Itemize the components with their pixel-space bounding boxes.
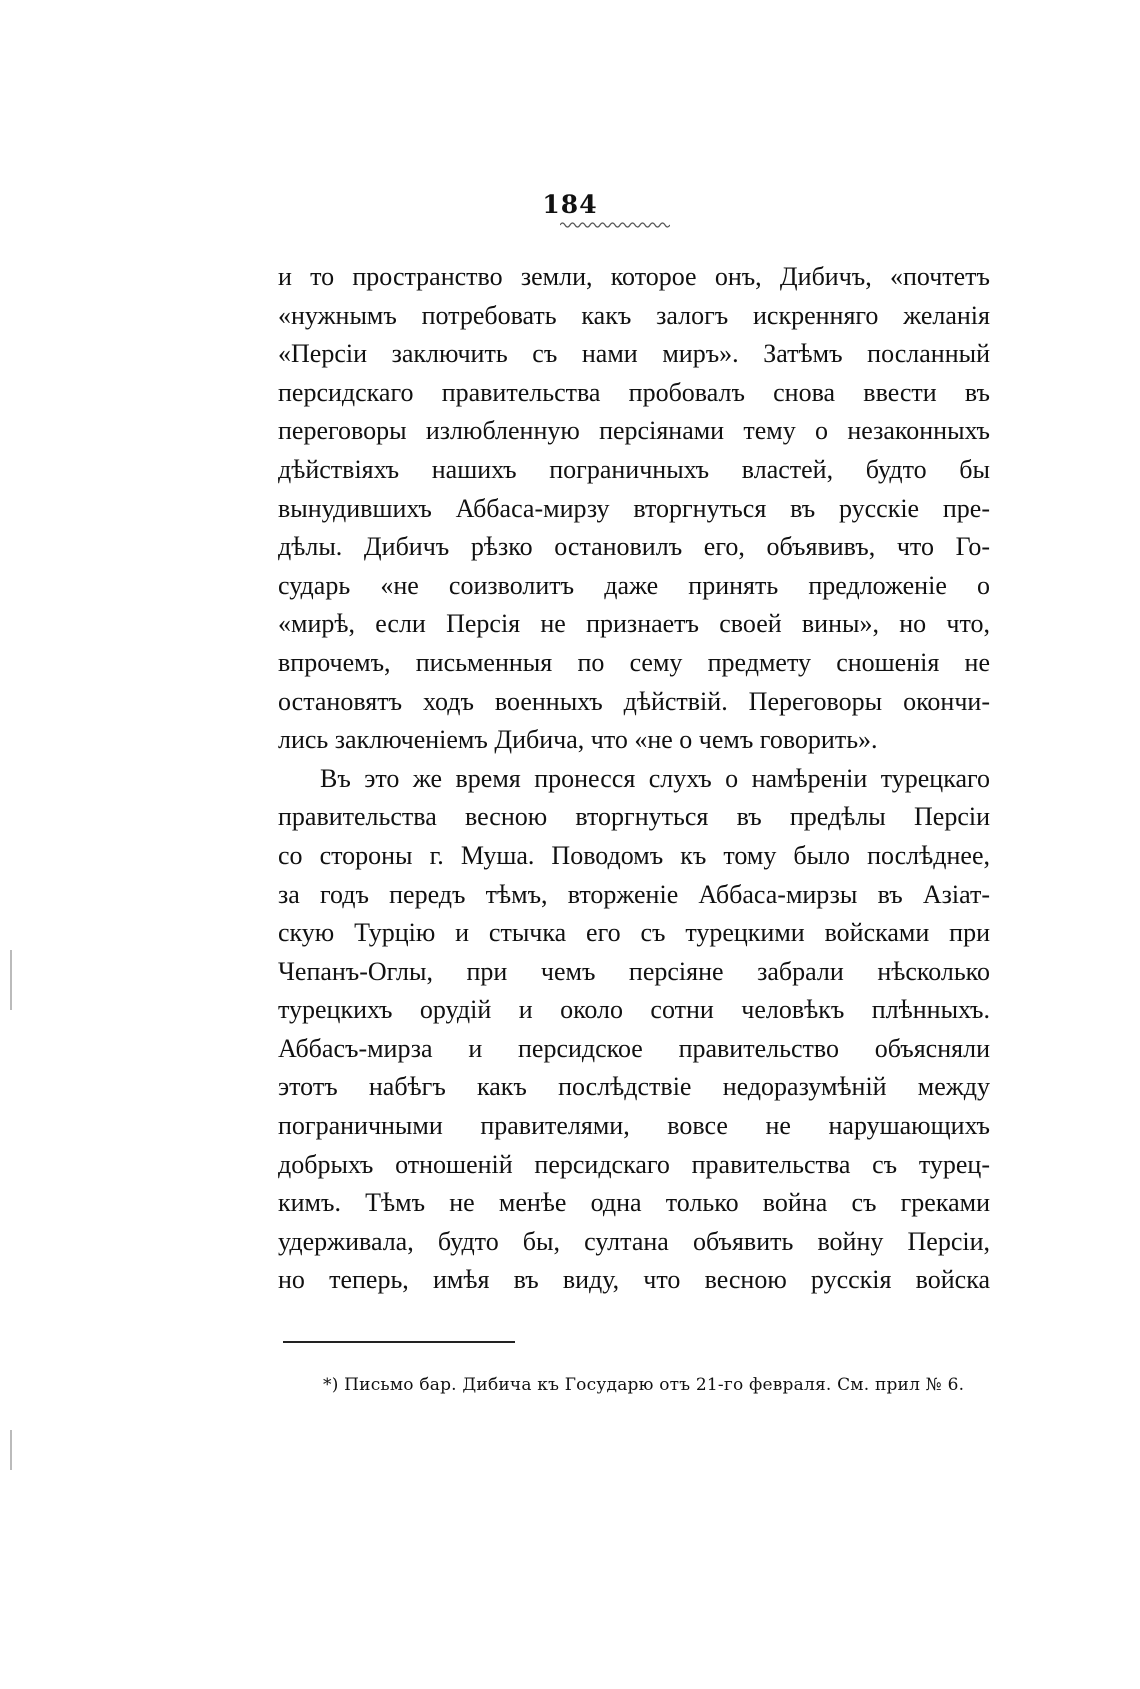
text-line: дѣлы. Дибичъ рѣзко остановилъ его, объявивъ, что Го- [278,532,990,562]
margin-scan-artifact [10,950,12,1010]
text-line: этотъ набѣгъ какъ послѣдствіе недоразумѣній между [278,1072,990,1102]
text-line: впрочемъ, письменныя по сему предмету сношенія не [278,647,990,677]
margin-scan-artifact [10,1430,12,1470]
text-line: «Персіи заключить съ нами миръ». Затѣмъ посланный [278,339,990,369]
text-line: турецкихъ орудій и около сотни человѣкъ плѣнныхъ. [278,995,990,1025]
text-line: Чепанъ-Оглы, при чемъ персіяне забрали нѣсколько [278,956,990,986]
text-line: «мирѣ, если Персія не признаетъ своей вины», но что, [278,609,990,639]
text-line: Аббасъ-мирза и персидское правительство объясняли [278,1033,990,1063]
text-line: остановятъ ходъ военныхъ дѣйствій. Переговоры окончи- [278,686,990,716]
page-number: 184 [542,190,598,219]
text-line: переговоры излюбленную персіянами тему о незаконныхъ [278,416,990,446]
text-line: персидскаго правительства пробовалъ снова ввести въ [278,377,990,407]
text-line: дѣйствіяхъ нашихъ пограничныхъ властей, будто бы [278,454,990,484]
footnote: *) Письмо бар. Дибича къ Государю отъ 21-го февраля. См. прил № 6. [323,1375,965,1395]
text-line: скую Турцію и стычка его съ турецкими войсками при [278,918,990,948]
text-line: правительства весною вторгнуться въ предѣлы Персіи [278,802,990,832]
text-line: сударь «не соизволитъ даже принять предложеніе о [278,570,990,600]
text-line: Въ это же время пронесся слухъ о намѣреніи турецкаго [320,763,990,793]
footnote-separator [283,1341,515,1343]
text-line: пограничными правителями, вовсе не нарушающихъ [278,1111,990,1141]
text-line: и то пространство земли, которое онъ, Дибичъ, «почтетъ [278,262,990,291]
text-line: «нужнымъ потребовать какъ залогъ искренняго желанія [278,300,990,330]
text-line: но теперь, имѣя въ виду, что весною русскія войска [278,1265,990,1295]
text-line: за годъ передъ тѣмъ, вторженіе Аббаса-мирзы въ Азіат- [278,879,990,909]
text-line: лись заключеніемъ Дибича, что «не о чемъ говорить». [278,725,878,755]
text-line: удерживала, будто бы, султана объявить войну Персіи, [278,1226,990,1256]
text-line: со стороны г. Муша. Поводомъ къ тому было послѣднее, [278,840,990,870]
text-line: кимъ. Тѣмъ не менѣе одна только война съ греками [278,1188,990,1218]
text-line: добрыхъ отношеній персидскаго правительства съ турец- [278,1149,990,1179]
body-text [278,258,990,1300]
text-line: вынудившихъ Аббаса-мирзу вторгнуться въ русскіе пре- [278,493,990,523]
ornament-divider [560,220,670,230]
